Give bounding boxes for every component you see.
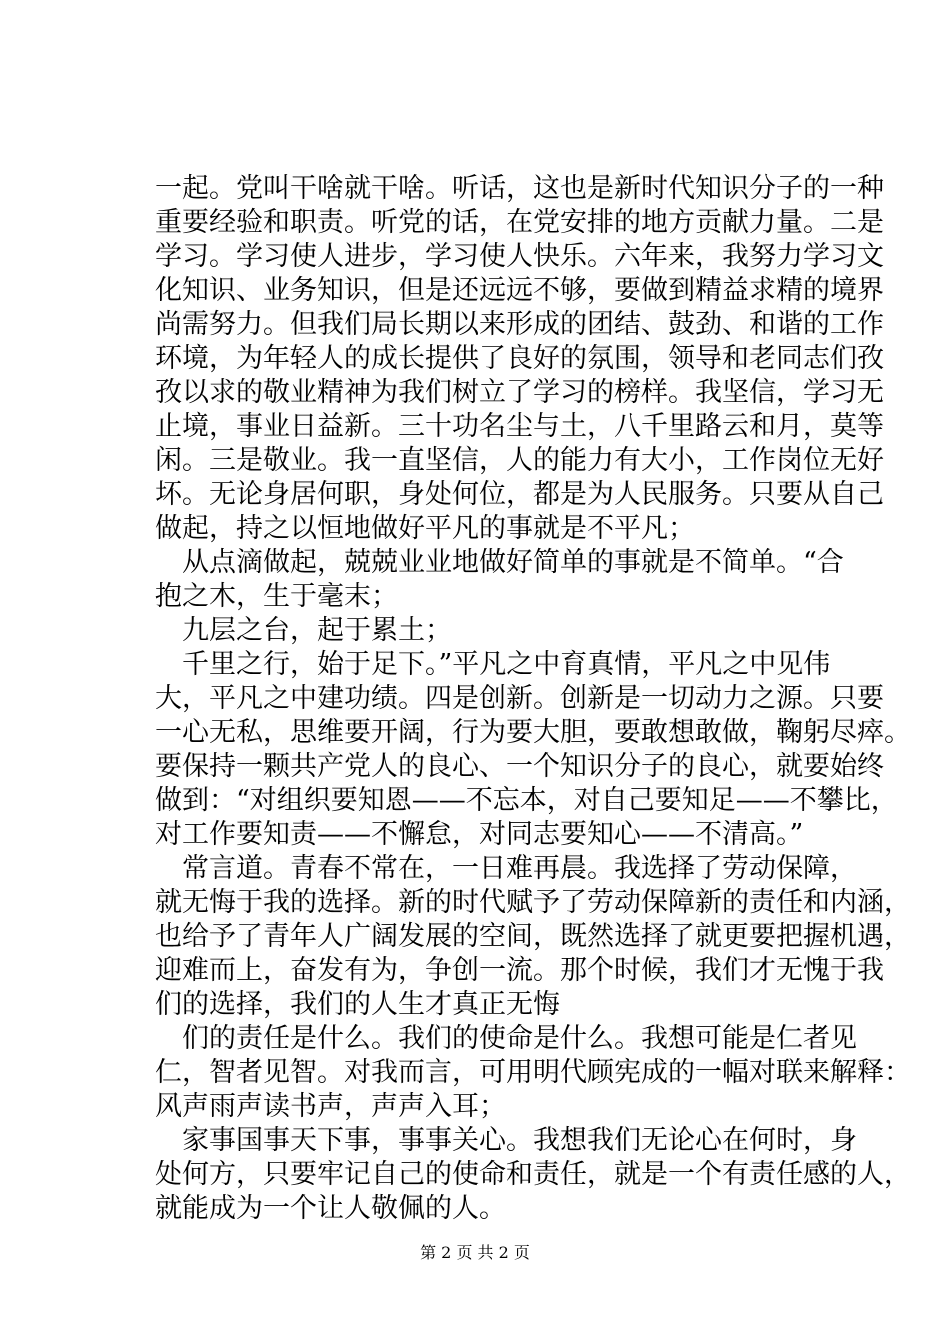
text-line: 一起。党叫干啥就干啥。听话，这也是新时代知识分子的一种	[155, 173, 884, 204]
paragraph-start-line: 们的责任是什么。我们的使命是什么。我想可能是仁者见	[182, 1023, 857, 1054]
text-line: 止境，事业日益新。三十功名尘与土，八千里路云和月，莫等	[155, 411, 884, 442]
text-line: 做起，持之以恒地做好平凡的事就是不平凡；	[155, 513, 695, 544]
text-line: 风声雨声读书声，声声入耳；	[155, 1091, 506, 1122]
paragraph-start-line: 家事国事天下事，事事关心。我想我们无论心在何时，身	[182, 1125, 857, 1156]
page-number-label: 第 2 页 共 2 页	[420, 1243, 530, 1262]
text-line: 做到：“对组织要知恩——不忘本，对自己要知足——不攀比，	[155, 785, 898, 816]
document-body	[155, 172, 911, 1226]
text-line: 也给予了青年人广阔发展的空间，既然选择了就更要把握机遇，	[155, 921, 911, 952]
text-line: 抱之木，生于毫末；	[155, 581, 398, 612]
text-line: 对工作要知责——不懈怠，对同志要知心——不清高。”	[155, 819, 804, 850]
text-line: 一心无私，思维要开阔，行为要大胆，要敢想敢做，鞠躬尽瘁。	[155, 717, 911, 748]
text-line: 们的选择，我们的人生才真正无悔	[155, 989, 560, 1020]
paragraph-start-line: 从点滴做起，兢兢业业地做好简单的事就是不简单。“合	[182, 547, 844, 578]
text-line: 尚需努力。但我们局长期以来形成的团结、鼓劲、和谐的工作	[155, 309, 884, 340]
text-line: 化知识、业务知识，但是还远远不够，要做到精益求精的境界	[155, 275, 884, 306]
text-line: 大，平凡之中建功绩。四是创新。创新是一切动力之源。只要	[155, 683, 884, 714]
page-footer	[0, 1243, 950, 1263]
paragraph-start-line: 九层之台，起于累土；	[182, 615, 452, 646]
text-line: 要保持一颗共产党人的良心、一个知识分子的良心，就要始终	[155, 751, 884, 782]
text-line: 坏。无论身居何职，身处何位，都是为人民服务。只要从自己	[155, 479, 884, 510]
paragraph-start-line: 千里之行，始于足下。”平凡之中育真情，平凡之中见伟	[182, 649, 831, 680]
text-line: 仁，智者见智。对我而言，可用明代顾宪成的一幅对联来解释：	[155, 1057, 911, 1088]
text-line: 迎难而上，奋发有为，争创一流。那个时候，我们才无愧于我	[155, 955, 884, 986]
text-line: 就能成为一个让人敬佩的人。	[155, 1193, 506, 1224]
paragraph-start-line: 常言道。青春不常在，一日难再晨。我选择了劳动保障，	[182, 853, 857, 884]
text-line: 重要经验和职责。听党的话，在党安排的地方贡献力量。二是	[155, 207, 884, 238]
text-line: 就无悔于我的选择。新的时代赋予了劳动保障新的责任和内涵，	[155, 887, 911, 918]
text-line: 处何方，只要牢记自己的使命和责任，就是一个有责任感的人，	[155, 1159, 911, 1190]
text-line: 孜以求的敬业精神为我们树立了学习的榜样。我坚信，学习无	[155, 377, 884, 408]
text-line: 学习。学习使人进步，学习使人快乐。六年来，我努力学习文	[155, 241, 884, 272]
text-line: 闲。三是敬业。我一直坚信，人的能力有大小，工作岗位无好	[155, 445, 884, 476]
text-line: 环境，为年轻人的成长提供了良好的氛围，领导和老同志们孜	[155, 343, 884, 374]
